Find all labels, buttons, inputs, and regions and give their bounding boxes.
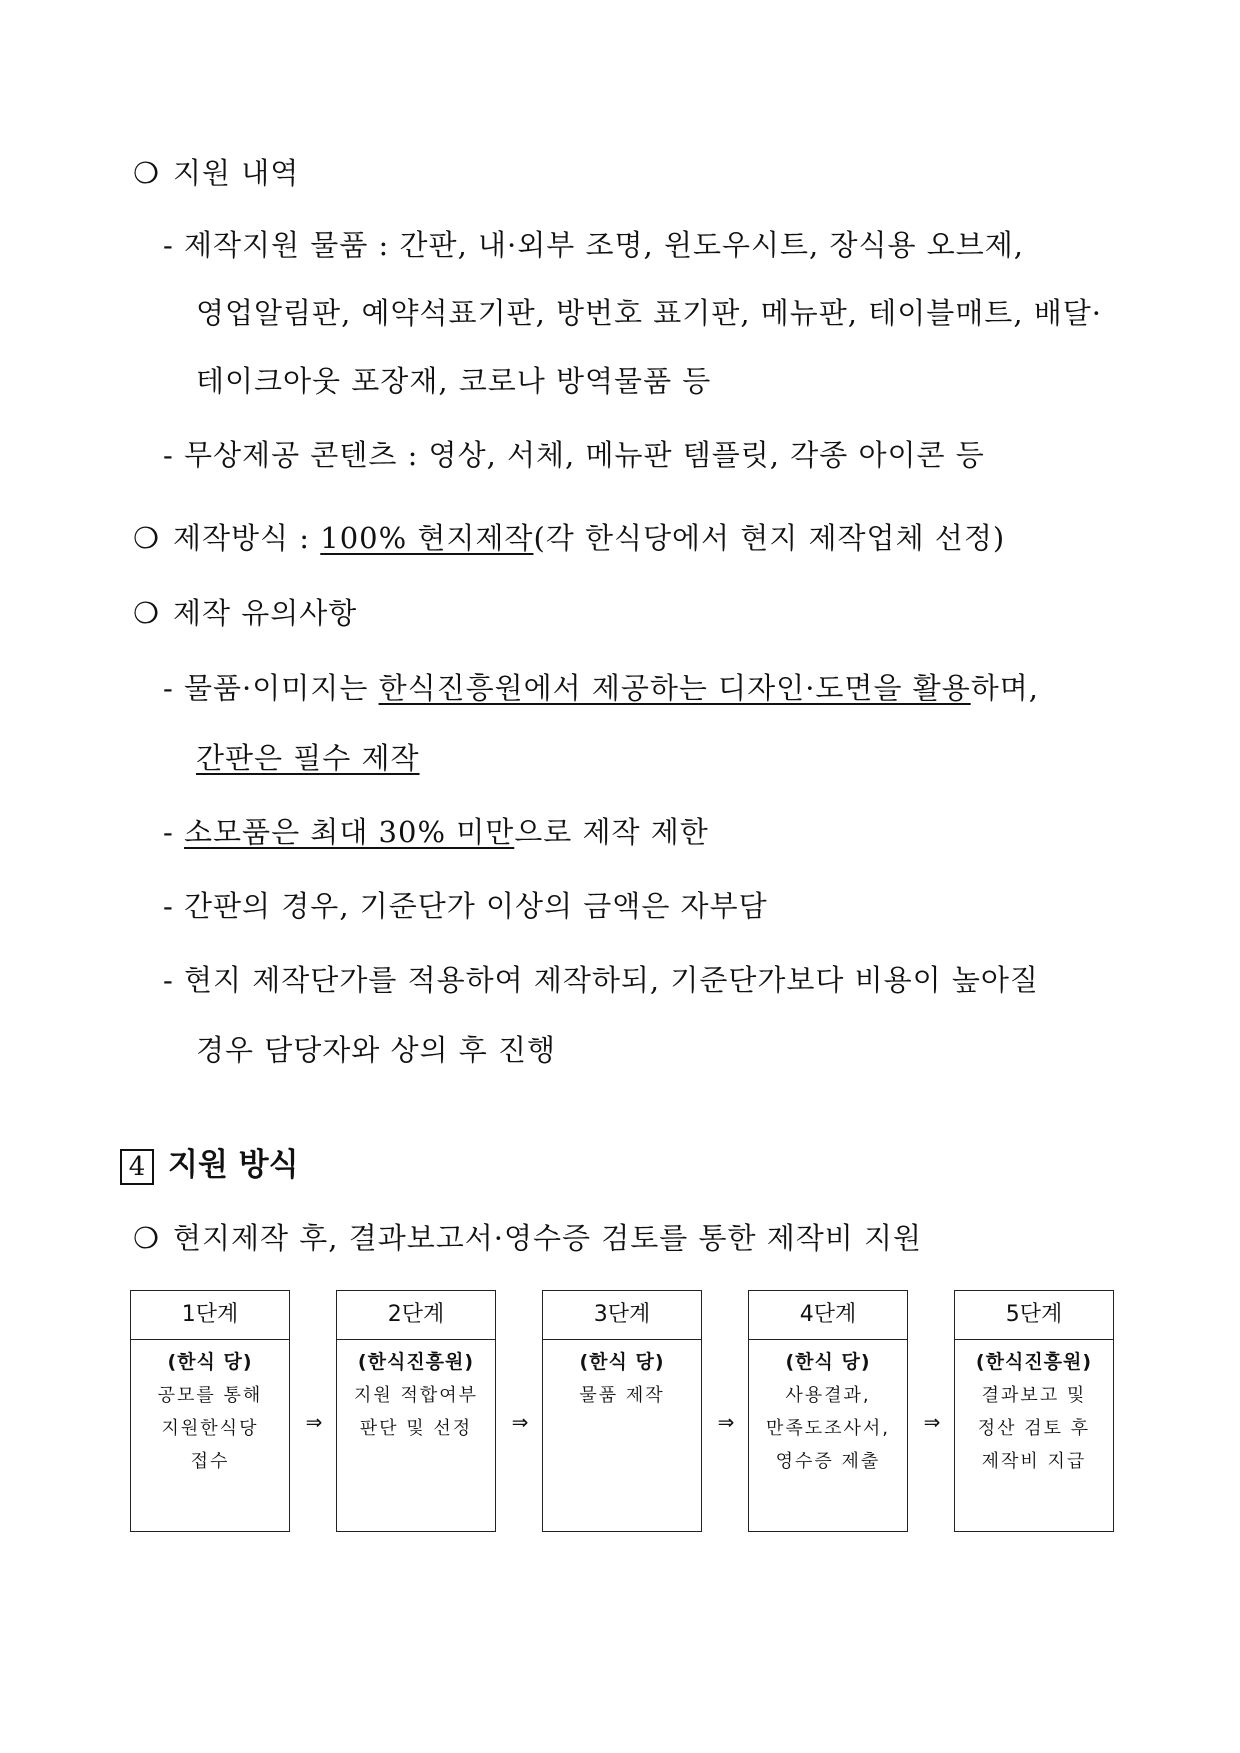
arrow-right-icon: ⇒: [305, 1410, 323, 1434]
list-item-continuation: [196, 738, 420, 778]
list-item: [163, 668, 1039, 708]
step-label: 5단계: [955, 1291, 1113, 1340]
list-item-text: 현지 제작단가를 적용하여 제작하되, 기준단가보다 비용이 높아질: [184, 963, 1039, 997]
process-step: [542, 1290, 702, 1532]
support-method-summary: [133, 1218, 922, 1258]
step-body: [749, 1340, 907, 1478]
step-body: [543, 1340, 701, 1412]
step-body: [131, 1340, 289, 1478]
dash-bullet: -: [163, 438, 174, 472]
arrow-right-icon: ⇒: [923, 1410, 941, 1434]
step-text: 물품 제작: [579, 1385, 665, 1406]
step-text: 공모를 통해: [157, 1385, 263, 1406]
step-label: 4단계: [749, 1291, 907, 1340]
process-flow: [130, 1290, 1115, 1533]
step-actor: (한식 당): [579, 1351, 665, 1373]
step-body: [955, 1340, 1113, 1478]
list-item: [163, 812, 709, 852]
circle-bullet-icon: ❍: [133, 596, 160, 630]
process-step: [336, 1290, 496, 1532]
circle-bullet-icon: ❍: [133, 521, 160, 555]
step-text: 사용결과,: [785, 1385, 871, 1406]
step-text: 판단 및 선정: [359, 1418, 473, 1439]
section-title: 지원 방식: [168, 1147, 299, 1183]
step-body: [337, 1340, 495, 1445]
list-item-text: 하며,: [970, 671, 1039, 705]
summary-text: 현지제작 후, 결과보고서·영수증 검토를 통한 제작비 지원: [173, 1221, 923, 1255]
production-method-line: [133, 518, 1005, 558]
dash-bullet: -: [163, 228, 174, 262]
underlined-text: 한식진흥원에서 제공하는 디자인·도면을 활용: [378, 671, 971, 705]
process-step: [130, 1290, 290, 1532]
dash-bullet: -: [163, 815, 174, 849]
list-item-continuation: 영업알림판, 예약석표기판, 방번호 표기판, 메뉴판, 테이블매트, 배달·: [196, 296, 1102, 330]
list-item-text: 무상제공 콘텐츠 : 영상, 서체, 메뉴판 템플릿, 각종 아이콘 등: [184, 438, 985, 472]
list-item-text: 제작지원 물품 : 간판, 내·외부 조명, 윈도우시트, 장식용 오브제,: [184, 228, 1024, 262]
process-step: [954, 1290, 1114, 1532]
circle-bullet-icon: ❍: [133, 1221, 160, 1255]
section-number-box: 4: [120, 1149, 154, 1185]
list-item-text: 간판의 경우, 기준단가 이상의 금액은 자부담: [184, 889, 768, 923]
step-text: 만족도조사서,: [765, 1418, 891, 1439]
production-method-underlined: 100% 현지제작: [320, 521, 534, 555]
list-item-text: 물품·이미지는: [184, 671, 379, 705]
dash-bullet: -: [163, 889, 174, 923]
step-text: 결과보고 및: [981, 1385, 1087, 1406]
step-actor: (한식 당): [785, 1351, 871, 1373]
circle-bullet-icon: ❍: [133, 156, 160, 190]
step-text: 지원 적합여부: [353, 1385, 479, 1406]
list-item-text: 으로 제작 제한: [514, 815, 709, 849]
production-method-suffix: (각 한식당에서 현지 제작업체 선정): [533, 521, 1006, 555]
list-item-continuation: 테이크아웃 포장재, 코로나 방역물품 등: [196, 364, 712, 398]
step-actor: (한식진흥원): [357, 1351, 475, 1373]
process-step: [748, 1290, 908, 1532]
step-label: 3단계: [543, 1291, 701, 1340]
step-text: 제작비 지급: [981, 1451, 1087, 1472]
step-actor: (한식 당): [167, 1351, 253, 1373]
step-label: 2단계: [337, 1291, 495, 1340]
list-item-continuation: 경우 담당자와 상의 후 진행: [196, 1033, 557, 1067]
dash-bullet: -: [163, 671, 174, 705]
list-item: [163, 225, 1024, 265]
step-text: 접수: [190, 1451, 230, 1472]
step-text: 지원한식당: [161, 1418, 259, 1439]
dash-bullet: -: [163, 963, 174, 997]
production-method-prefix: 제작방식 :: [173, 521, 321, 555]
arrow-right-icon: ⇒: [511, 1410, 529, 1434]
underlined-text: 간판은 필수 제작: [196, 741, 420, 775]
step-text: 정산 검토 후: [977, 1418, 1091, 1439]
list-item: [163, 435, 985, 475]
underlined-text: 소모품은 최대 30% 미만: [184, 815, 515, 849]
list-item: [163, 960, 1039, 1000]
step-text: 영수증 제출: [775, 1451, 881, 1472]
section-precautions-heading: [133, 593, 357, 633]
arrow-right-icon: ⇒: [717, 1410, 735, 1434]
section-title: 제작 유의사항: [173, 596, 358, 630]
section-support-method-heading: [120, 1145, 299, 1185]
section-title: 지원 내역: [173, 156, 300, 190]
step-actor: (한식진흥원): [975, 1351, 1093, 1373]
step-label: 1단계: [131, 1291, 289, 1340]
section-support-items-heading: [133, 153, 299, 193]
list-item: [163, 886, 768, 926]
